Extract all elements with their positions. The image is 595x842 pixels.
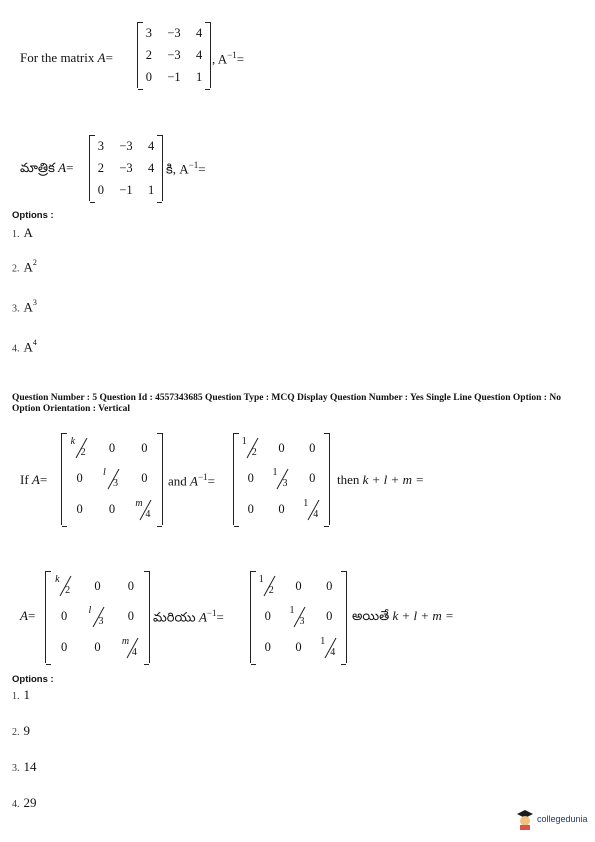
- matrix-cell-r3c3: [120, 637, 142, 659]
- matrix-cell-r2c1: 0: [247, 471, 254, 486]
- fraction-denominator: 3: [98, 615, 104, 627]
- fraction-denominator: 3: [112, 477, 118, 489]
- q5-and-word: and: [168, 473, 187, 489]
- q4-matrix-symbol: A: [97, 50, 106, 65]
- matrix-cell-r1c2: 0: [295, 578, 302, 593]
- q4-matrix-grid-telugu: [90, 135, 162, 201]
- matrix-cell-r1c3: 4: [195, 25, 203, 40]
- q4-inverse-telugu: [166, 160, 206, 180]
- q4-inverse-exponent: −1: [227, 50, 237, 60]
- q5-matrix-symbol: A: [31, 472, 40, 487]
- fraction-denominator: 2: [251, 447, 257, 459]
- q5-matrix-A-telugu: [45, 571, 150, 663]
- option-value: A: [23, 299, 33, 315]
- matrix-cell-r1c1: [240, 437, 262, 459]
- q5-inverse-exponent: −1: [197, 472, 208, 482]
- matrix-cell-r3c3: [318, 637, 340, 659]
- matrix-cell-r1c3: 0: [309, 440, 316, 455]
- matrix-cell-r1c2: −3: [119, 138, 133, 153]
- option-number: 3.: [12, 763, 20, 774]
- q5-inverse-equals: =: [207, 473, 215, 489]
- graduate-mascot-icon: [515, 808, 535, 830]
- matrix-cell-r3c1: 0: [76, 502, 83, 517]
- matrix-cell-r2c2: [86, 606, 108, 628]
- option-value: A: [23, 225, 33, 240]
- q5-if-word: If: [20, 472, 29, 487]
- matrix-cell-r3c2: −1: [119, 182, 133, 197]
- q4-inverse-symbol: A: [217, 51, 228, 67]
- matrix-cell-r3c2: −1: [167, 69, 181, 84]
- q4-english-line: [20, 50, 113, 66]
- q5-telugu-and-inverse: [153, 608, 224, 628]
- q5-matrix-A-grid: [62, 433, 162, 525]
- fraction-denominator: 3: [299, 615, 305, 627]
- matrix-cell-r3c3: [301, 499, 323, 521]
- option-number: 2.: [12, 263, 20, 275]
- fraction-numerator: 1: [303, 497, 309, 509]
- q5-option-4[interactable]: [12, 794, 37, 812]
- matrix-cell-r1c1: 3: [97, 138, 105, 153]
- option-number: 1.: [12, 229, 20, 240]
- option-number: 2.: [12, 727, 20, 738]
- matrix-cell-r2c3: 0: [326, 609, 333, 624]
- fraction-denominator: 3: [282, 477, 288, 489]
- matrix-cell-r2c1: 0: [264, 609, 271, 624]
- q4-matrix-telugu: [89, 135, 163, 201]
- q5-telugu-matrix-symbol: A: [20, 608, 28, 623]
- matrix-cell-r3c1: 0: [61, 640, 68, 655]
- q5-telugu-inverse-symbol: A: [198, 609, 207, 625]
- fraction-numerator: 1: [258, 574, 264, 586]
- q5-option-1[interactable]: [12, 686, 30, 704]
- fraction-numerator: l: [88, 604, 92, 616]
- matrix-cell-r2c3: 0: [127, 609, 134, 624]
- matrix-cell-r3c2: 0: [108, 502, 116, 517]
- q5-inverse-symbol: A: [190, 473, 198, 489]
- q5-telugu-lead: [20, 608, 35, 624]
- matrix-cell-r2c2: −3: [119, 160, 133, 175]
- option-number: 4.: [12, 343, 20, 355]
- q5-telugu-inverse-exponent: −1: [206, 608, 217, 618]
- fraction-denominator: 4: [313, 508, 319, 520]
- option-exponent: 2: [32, 258, 37, 267]
- q5-options-header: Options :: [12, 674, 54, 685]
- matrix-cell-r3c1: 0: [97, 182, 105, 197]
- matrix-cell-r1c3: 0: [326, 578, 333, 593]
- q5-equals: =: [39, 472, 48, 487]
- option-exponent: 3: [32, 298, 37, 307]
- q5-english-lead: [20, 472, 47, 488]
- fraction-numerator: l: [102, 466, 106, 478]
- q5-matrix-A-english: [61, 433, 163, 525]
- fraction-numerator: m: [135, 497, 143, 509]
- matrix-cell-r1c2: 0: [108, 440, 116, 455]
- option-value: 14: [23, 759, 37, 774]
- matrix-cell-r1c1: [53, 575, 75, 597]
- fraction-numerator: k: [55, 574, 60, 586]
- q5-then-expr: [337, 472, 424, 488]
- option-value: A: [23, 339, 33, 355]
- option-value: 1: [23, 687, 30, 702]
- matrix-cell-r1c2: −3: [167, 25, 181, 40]
- q5-option-3[interactable]: [12, 758, 37, 776]
- q4-telugu-matrix-symbol: A: [58, 160, 67, 175]
- q5-metadata: Question Number : 5 Question Id : 4557343685 Question Type : MCQ Display Question Number : Yes Single Line Question Option : No Option Orientation : Vertical: [12, 393, 561, 414]
- matrix-cell-r3c3: 1: [195, 69, 203, 84]
- matrix-cell-r3c2: 0: [278, 502, 285, 517]
- q4-inverse-equals: =: [236, 51, 245, 67]
- q5-matrix-inv-grid: [234, 433, 329, 525]
- q5-telugu-equals: =: [27, 608, 36, 623]
- matrix-cell-r1c3: 0: [127, 578, 134, 593]
- matrix-cell-r3c1: 0: [145, 69, 153, 84]
- q4-telugu-prefix: మాత్రిక: [20, 160, 55, 175]
- q4-inverse-english: , $A^{-1}=$: [212, 50, 245, 67]
- fraction-denominator: 2: [65, 585, 71, 597]
- matrix-cell-r1c1: 3: [145, 25, 153, 40]
- q4-option-2[interactable]: [12, 258, 37, 276]
- matrix-cell-r1c2: 0: [278, 440, 285, 455]
- q4-telugu-inverse-exponent: −1: [188, 160, 199, 170]
- fraction-denominator: 4: [131, 646, 137, 658]
- matrix-cell-r3c1: 0: [264, 640, 271, 655]
- q4-english-prefix: For the matrix: [20, 50, 95, 65]
- q4-telugu-line: [20, 160, 73, 179]
- q5-option-2[interactable]: [12, 722, 30, 740]
- q5-expression: k + l + m =: [362, 472, 424, 487]
- fraction-denominator: 4: [145, 508, 151, 520]
- logo-text: collegedunia: [537, 814, 588, 824]
- q5-telugu-and-word: మరియు: [153, 609, 196, 625]
- option-number: 3.: [12, 303, 20, 315]
- q4-telugu-equals: =: [66, 160, 74, 175]
- q4-option-4[interactable]: [12, 338, 37, 356]
- matrix-cell-r1c2: 0: [94, 578, 101, 593]
- fraction-numerator: m: [121, 635, 130, 647]
- option-value: 9: [23, 723, 30, 738]
- collegedunia-logo[interactable]: [515, 808, 588, 830]
- matrix-cell-r2c2: [287, 606, 309, 628]
- q5-telugu-then-word: అయితే: [352, 608, 390, 623]
- fraction-numerator: k: [70, 436, 76, 448]
- fraction-denominator: 4: [330, 646, 336, 658]
- fraction-numerator: 1: [320, 635, 326, 647]
- fraction-denominator: 2: [80, 447, 86, 459]
- option-value: 29: [23, 795, 37, 810]
- matrix-cell-r1c1: [257, 575, 279, 597]
- q4-telugu-inverse-symbol: A: [179, 161, 189, 177]
- q4-matrix-english: [137, 22, 211, 88]
- q5-telugu-expression: k + l + m =: [392, 608, 454, 623]
- matrix-cell-r2c1: 0: [61, 609, 68, 624]
- fraction-numerator: 1: [241, 436, 247, 448]
- q5-telugu-inverse-equals: =: [216, 609, 224, 625]
- option-value: A: [23, 259, 33, 275]
- q5-then-word: then: [337, 472, 360, 487]
- q5-matrix-inv-english: [233, 433, 330, 525]
- matrix-cell-r2c3: 4: [195, 47, 203, 62]
- matrix-cell-r3c2: 0: [94, 640, 101, 655]
- option-number: 1.: [12, 691, 20, 702]
- q4-option-3[interactable]: [12, 298, 37, 316]
- matrix-cell-r1c3: 0: [141, 440, 148, 455]
- q4-options-header: Options :: [12, 210, 54, 221]
- q4-option-1[interactable]: [12, 224, 33, 242]
- matrix-cell-r3c3: [133, 499, 155, 521]
- matrix-cell-r3c3: 1: [147, 182, 155, 197]
- matrix-cell-r2c3: 4: [147, 160, 155, 175]
- matrix-cell-r3c2: 0: [295, 640, 302, 655]
- matrix-cell-r2c2: [270, 468, 292, 490]
- matrix-cell-r2c3: 0: [141, 471, 148, 486]
- fraction-denominator: 2: [268, 585, 274, 597]
- option-number: 4.: [12, 799, 20, 810]
- fraction-numerator: 1: [289, 604, 295, 616]
- q5-matrix-inv-telugu: [250, 571, 347, 663]
- fraction-numerator: 1: [272, 466, 278, 478]
- option-exponent: 4: [32, 338, 37, 347]
- q4-telugu-connector: కి,: [166, 161, 177, 177]
- q5-matrix-A-grid-telugu: [46, 571, 149, 663]
- matrix-cell-r1c1: [69, 437, 91, 459]
- q5-matrix-inv-grid-telugu: [251, 571, 346, 663]
- matrix-cell-r2c3: 0: [309, 471, 316, 486]
- q5-telugu-then-expr: [352, 608, 454, 627]
- matrix-cell-r2c1: 2: [97, 160, 105, 175]
- matrix-cell-r2c1: 0: [76, 471, 83, 486]
- q5-and-inverse: [168, 472, 215, 489]
- matrix-cell-r2c2: [101, 468, 123, 490]
- q4-equals: =: [105, 50, 113, 65]
- matrix-cell-r3c1: 0: [247, 502, 254, 517]
- matrix-cell-r2c2: −3: [167, 47, 181, 62]
- q4-telugu-inverse-equals: =: [198, 161, 206, 177]
- matrix-cell-r2c1: 2: [145, 47, 153, 62]
- matrix-cell-r1c3: 4: [147, 138, 155, 153]
- q4-matrix-grid: [138, 22, 210, 88]
